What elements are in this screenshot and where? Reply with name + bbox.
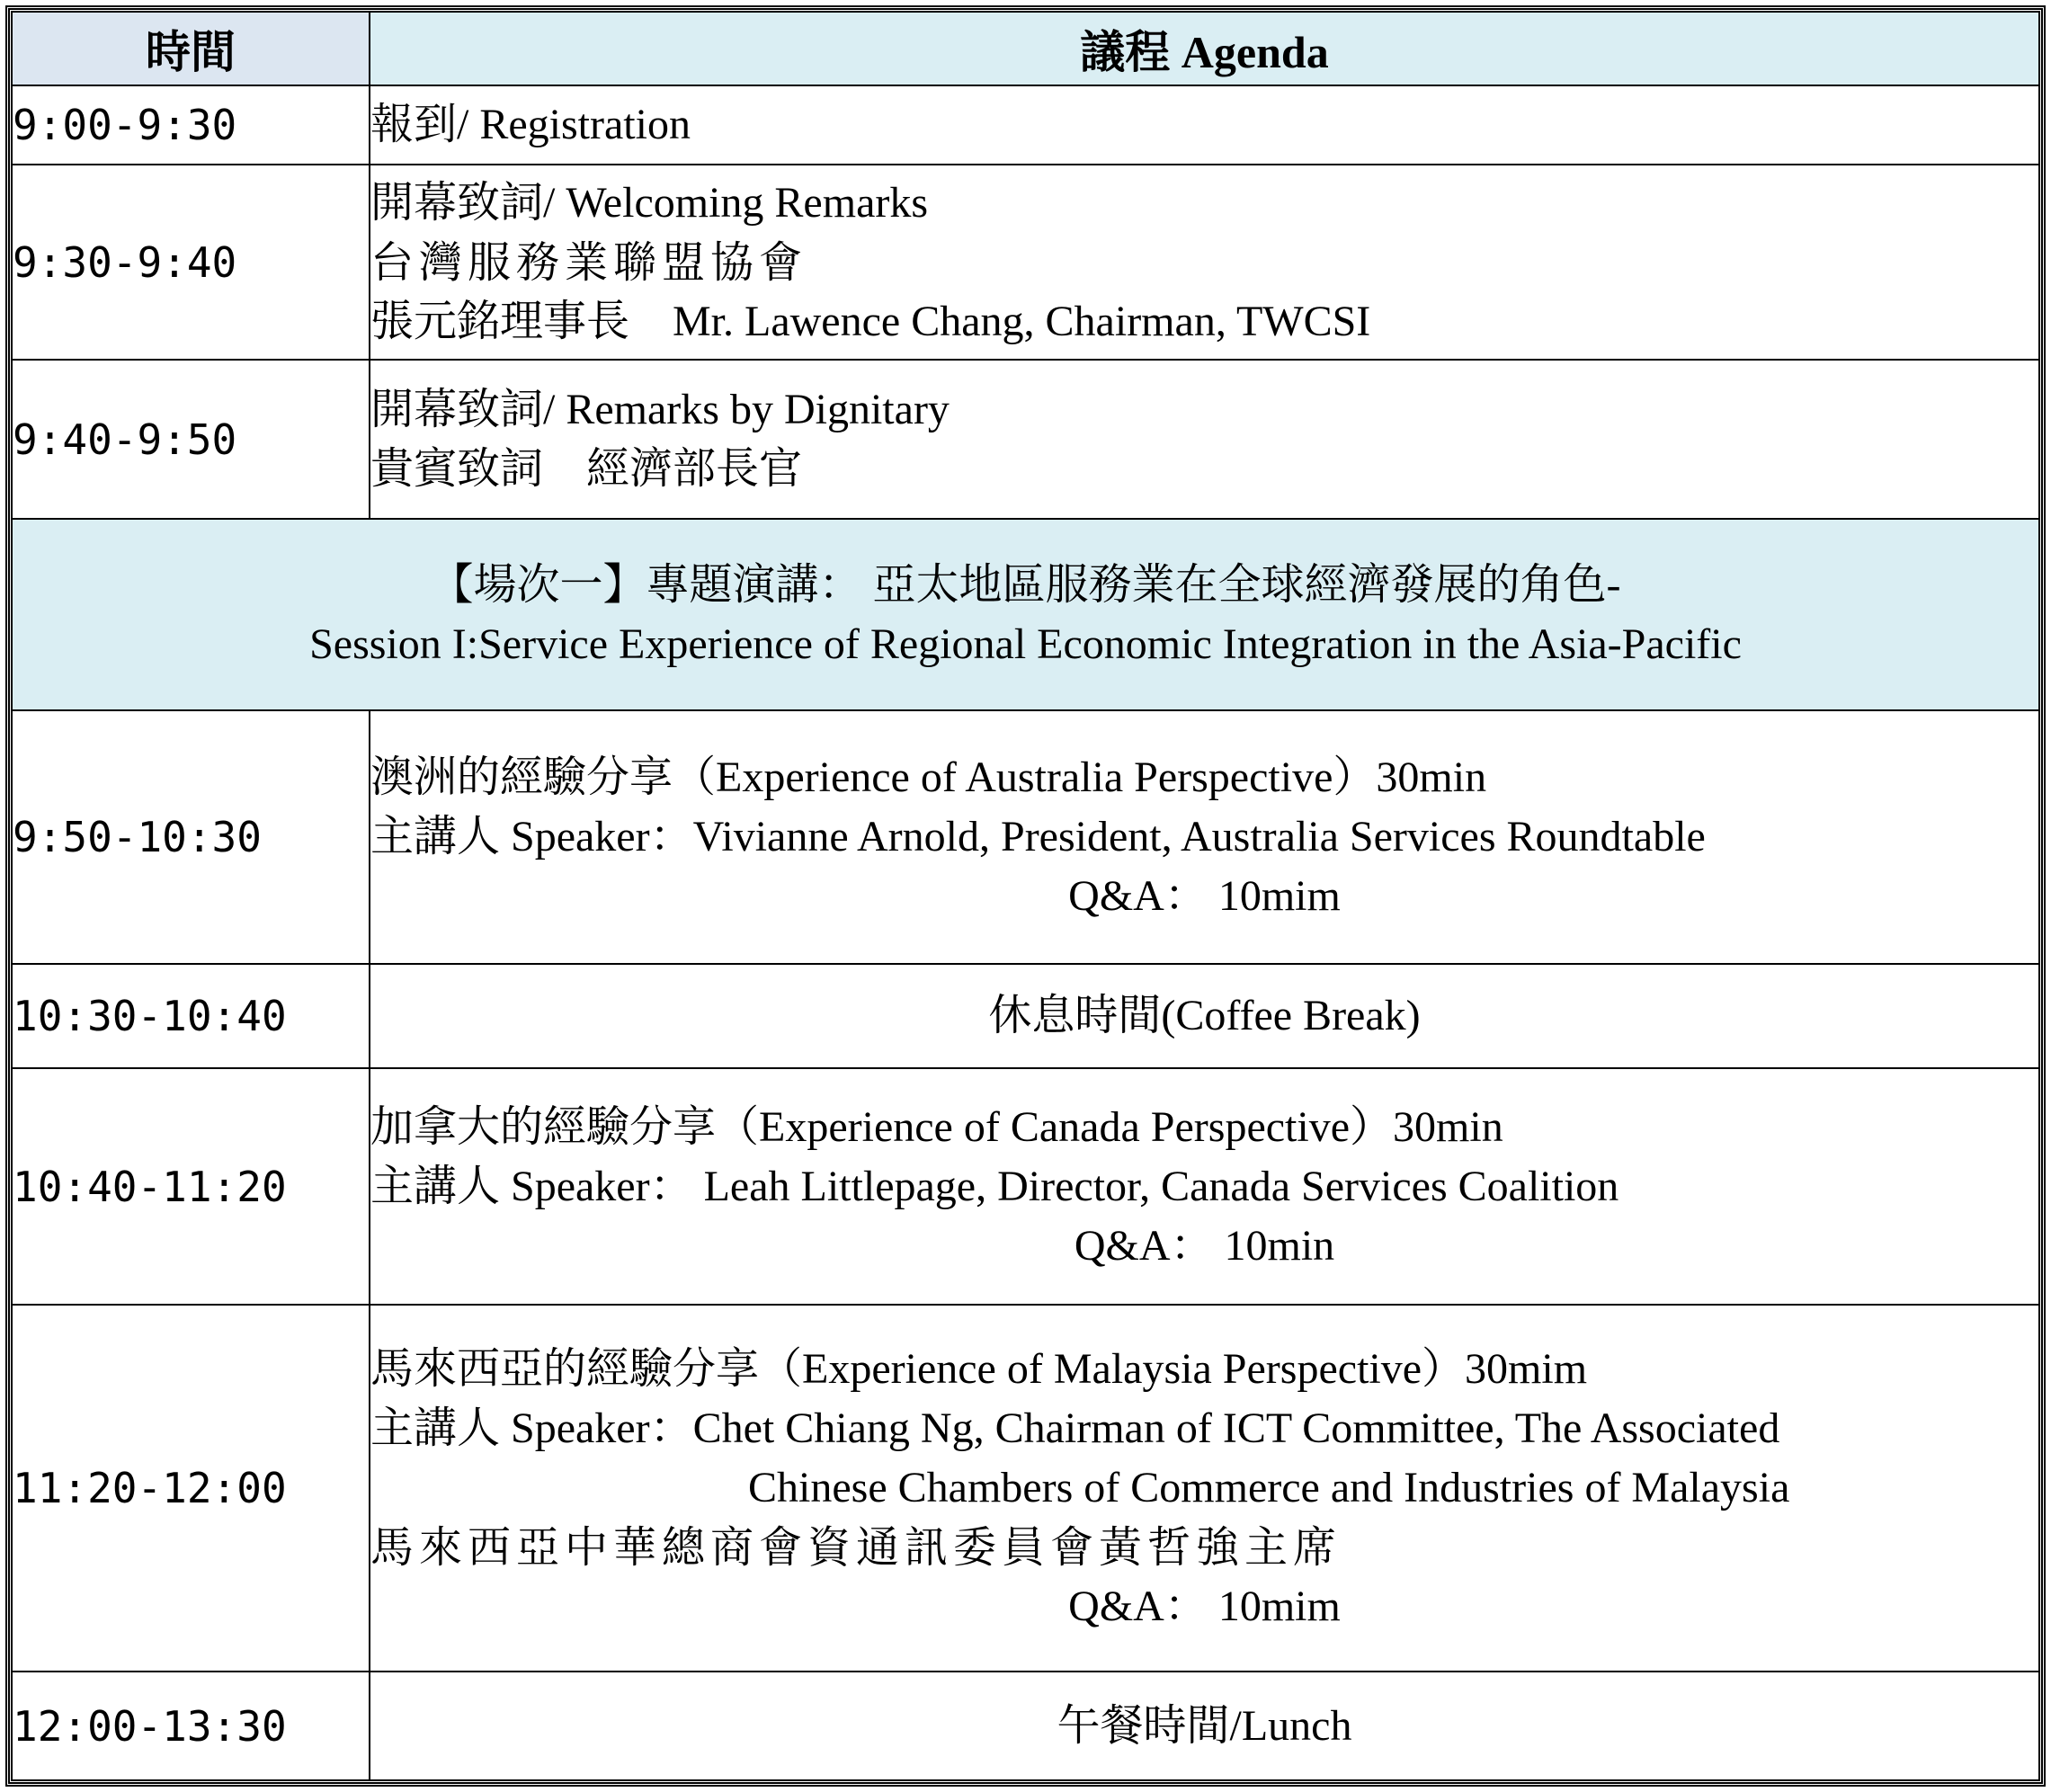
time-cell: 9:50-10:30: [12, 710, 370, 963]
time-cell: 9:00-9:30: [12, 85, 370, 165]
speaker-line: 主講人 Speaker： Leah Littlepage, Director, Canada Services Coalition: [370, 1162, 1619, 1210]
session-title-zh: 【場次一】專題演講： 亞太地區服務業在全球經濟發展的角色-: [430, 560, 1621, 609]
agenda-line: 馬來西亞的經驗分享（Experience of Malaysia Perspective）30mim: [370, 1345, 1588, 1394]
table-row: [12, 1305, 2039, 1672]
agenda-cell: [370, 360, 2039, 519]
organization-name: 台灣服務業聯盟協會: [370, 236, 808, 288]
table-row: [12, 710, 2039, 963]
session-row: [12, 519, 2039, 710]
table-row: [12, 964, 2039, 1069]
table-row: [12, 85, 2039, 165]
agenda-cell: [370, 1305, 2039, 1672]
agenda-line: 貴賓致詞 經濟部長官: [370, 444, 803, 493]
table-row: [12, 165, 2039, 360]
session-title-en: Session I:Service Experience of Regional Economic Integration in the Asia-Pacific: [309, 620, 1742, 668]
agenda-table: [11, 11, 2040, 1781]
agenda-cell: [370, 710, 2039, 963]
agenda-line: 報到/ Registration: [370, 101, 691, 149]
agenda-line: 開幕致詞/ Welcoming Remarks: [370, 178, 929, 227]
speaker-line: 主講人 Speaker：Vivianne Arnold, President, Australia Services Roundtable: [370, 812, 1706, 860]
qa-line: Q&A： 10min: [1074, 1221, 1335, 1270]
header-time: 時間: [12, 12, 370, 85]
speaker-line-continued: Chinese Chambers of Commerce and Industries of Malaysia: [748, 1464, 1790, 1512]
agenda-cell: [370, 165, 2039, 360]
time-cell: 12:00-13:30: [12, 1672, 370, 1780]
table-row: [12, 1672, 2039, 1780]
table-row: [12, 360, 2039, 519]
speaker-line: 張元銘理事長 Mr. Lawence Chang, Chairman, TWCSI: [370, 297, 1371, 345]
agenda-line: 澳洲的經驗分享（Experience of Australia Perspective）30min: [370, 753, 1487, 801]
header-agenda: 議程 Agenda: [370, 12, 2039, 85]
header-row: [12, 12, 2039, 85]
break-cell: 休息時間(Coffee Break): [370, 964, 2039, 1069]
time-cell: 11:20-12:00: [12, 1305, 370, 1672]
time-cell: 10:40-11:20: [12, 1068, 370, 1305]
speaker-line: 主講人 Speaker：Chet Chiang Ng, Chairman of ICT Committee, The Associated: [370, 1404, 1780, 1453]
session-cell: [12, 519, 2039, 710]
agenda-line: 加拿大的經驗分享（Experience of Canada Perspective）30min: [370, 1102, 1503, 1151]
speaker-title-zh: 馬來西亞中華總商會資通訊委員會黃哲強主席: [370, 1522, 1342, 1574]
agenda-line: 開幕致詞/ Remarks by Dignitary: [370, 385, 950, 433]
time-cell: 9:40-9:50: [12, 360, 370, 519]
agenda-cell: [370, 85, 2039, 165]
qa-line: Q&A： 10mim: [1068, 871, 1341, 920]
time-cell: 10:30-10:40: [12, 964, 370, 1069]
agenda-cell: [370, 1068, 2039, 1305]
time-cell: 9:30-9:40: [12, 165, 370, 360]
qa-line: Q&A： 10mim: [1068, 1582, 1341, 1631]
lunch-cell: 午餐時間/Lunch: [370, 1672, 2039, 1780]
table-row: [12, 1068, 2039, 1305]
